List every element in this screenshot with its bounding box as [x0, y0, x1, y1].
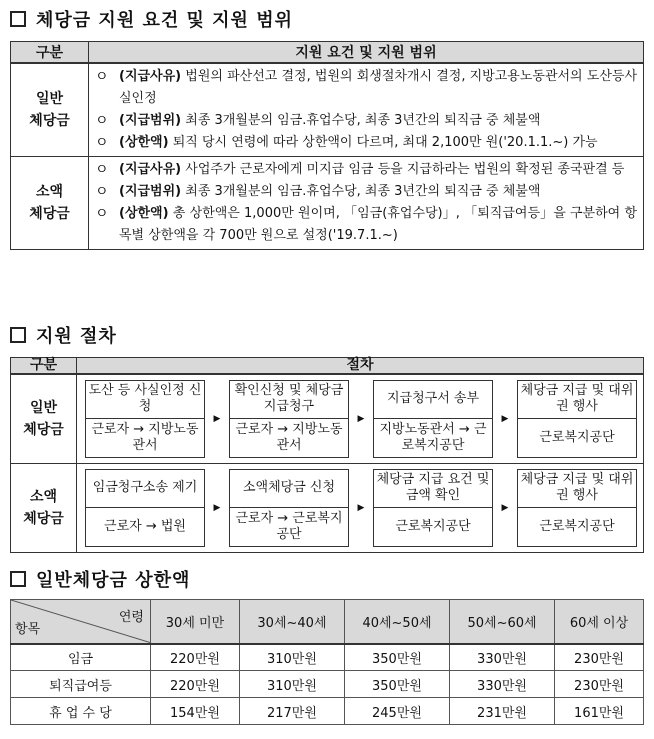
step-actor: 근로복지공단 [395, 518, 471, 534]
requirement-text [119, 203, 637, 247]
bullet-icon: ㅇ [95, 113, 109, 129]
requirement-item [95, 181, 637, 203]
requirement-item [95, 132, 637, 154]
table-row [11, 644, 644, 671]
amount-cell: 350만원 [344, 671, 449, 698]
requirements-row [11, 157, 644, 250]
procedure-step [517, 380, 637, 458]
amount-cell: 330만원 [450, 671, 555, 698]
step-action: 임금청구소송 제기 [86, 470, 204, 508]
step-actor: 근로자 → 지방노동관서 [235, 421, 343, 453]
category-cell [11, 157, 89, 250]
step-action: 체당금 지급 및 대위권 행사 [518, 381, 636, 419]
step-actor: 지방노동관서 → 근로복지공단 [379, 421, 487, 453]
category-label-line1: 소액 [35, 184, 64, 200]
table-row [11, 698, 644, 725]
step-action: 확인신청 및 체당금 지급청구 [230, 381, 348, 419]
amount-cell: 330만원 [450, 644, 555, 671]
requirement-label: (상한액) [119, 135, 169, 150]
category-cell [11, 374, 77, 464]
requirement-body: 총 상한액은 1,000만 원이며, 「임금(휴업수당)」, 「퇴직급여등」을 구분하여 항목별 상한액을 각 700만 원으로 설정('19.7.1.~) [119, 206, 638, 243]
category-label-line1: 일반 [35, 91, 64, 107]
requirement-item [95, 203, 637, 247]
bullet-icon: ㅇ [95, 69, 109, 85]
requirement-label: (상한액) [119, 206, 169, 221]
requirement-text [119, 159, 637, 181]
amount-cell: 350만원 [344, 644, 449, 671]
step-actor: 근로복지공단 [539, 429, 615, 445]
amount-cell: 154만원 [151, 698, 240, 725]
amount-cell: 220만원 [151, 644, 240, 671]
amount-cell: 231만원 [450, 698, 555, 725]
requirements-cell [89, 63, 644, 157]
arrow-right-icon: ▶ [357, 413, 365, 424]
amount-cell: 230만원 [555, 671, 644, 698]
limit-table [10, 599, 644, 725]
procedure-step [229, 469, 349, 547]
amount-cell: 220만원 [151, 671, 240, 698]
requirement-text [119, 66, 637, 110]
age-column-header: 30세 미만 [151, 600, 240, 644]
step-actor: 근로자 → 지방노동관서 [91, 421, 199, 453]
requirement-body: 사업주가 근로자에게 미지급 임금 등을 지급하라는 법원의 확정된 종국판결 등 [185, 162, 625, 177]
category-label-line1: 소액 [29, 488, 58, 505]
age-column-header: 60세 이상 [555, 600, 644, 644]
requirement-body: 퇴직 당시 연령에 따라 상한액이 다르며, 최대 2,100만 원('20.1.1.~) 가능 [172, 135, 598, 150]
requirement-body: 법원의 파산선고 결정, 법원의 회생절차개시 결정, 지방고용노동관서의 도산등사실인정 [119, 69, 637, 106]
requirement-label: (지급사유) [119, 162, 182, 177]
section-3-title: 일반체당금 상한액 [4, 566, 190, 592]
amount-cell: 230만원 [555, 644, 644, 671]
category-cell [11, 63, 89, 157]
procedure-flow [77, 464, 643, 552]
row-label: 임금 [11, 644, 151, 671]
age-column-header: 50세~60세 [450, 600, 555, 644]
checkbox-square-icon [10, 11, 26, 27]
bullet-icon: ㅇ [95, 206, 109, 222]
procedure-flow-cell [77, 374, 644, 464]
amount-cell: 217만원 [239, 698, 344, 725]
requirement-text [119, 181, 637, 203]
category-label-line1: 일반 [29, 399, 58, 416]
requirement-label: (지급사유) [119, 69, 182, 84]
requirement-item [95, 66, 637, 110]
table-header-category: 구분 [11, 42, 89, 64]
requirements-row [11, 63, 644, 157]
bullet-icon: ㅇ [95, 162, 109, 178]
step-action: 체당금 지급 요건 및 금액 확인 [374, 470, 492, 508]
arrow-right-icon: ▶ [213, 502, 221, 513]
procedure-step [517, 469, 637, 547]
table-row [11, 671, 644, 698]
category-label-line2: 체당금 [29, 206, 70, 222]
step-actor: 근로자 → 법원 [104, 518, 186, 534]
step-action: 체당금 지급 및 대위권 행사 [518, 470, 636, 508]
bullet-icon: ㅇ [95, 184, 109, 200]
row-label: 퇴직급여등 [11, 671, 151, 698]
procedure-table [10, 357, 644, 553]
category-label-line2: 체당금 [29, 113, 70, 129]
header-age-label: 연령 [118, 610, 144, 625]
requirement-label: (지급범위) [119, 113, 182, 128]
requirement-text [119, 132, 637, 154]
procedure-step [85, 469, 205, 547]
bullet-icon: ㅇ [95, 135, 109, 151]
section-2-title: 지원 절차 [4, 322, 117, 348]
arrow-right-icon: ▶ [501, 502, 509, 513]
diagonal-header-cell [11, 600, 151, 644]
requirement-body: 최종 3개월분의 임금.휴업수당, 최종 3년간의 퇴직금 중 체불액 [185, 184, 541, 199]
arrow-right-icon: ▶ [213, 413, 221, 424]
procedure-step [229, 380, 349, 458]
table-header-procedure: 절차 [77, 358, 644, 374]
amount-cell: 310만원 [239, 671, 344, 698]
step-action: 도산 등 사실인정 신청 [86, 381, 204, 419]
procedure-row [11, 374, 644, 464]
procedure-step [373, 469, 493, 547]
row-label: 휴 업 수 당 [11, 698, 151, 725]
step-actor: 근로복지공단 [539, 518, 615, 534]
arrow-right-icon: ▶ [501, 413, 509, 424]
amount-cell: 161만원 [555, 698, 644, 725]
requirement-body: 최종 3개월분의 임금.휴업수당, 최종 3년간의 퇴직금 중 체불액 [185, 113, 541, 128]
header-item-label: 항목 [15, 621, 41, 637]
amount-cell: 310만원 [239, 644, 344, 671]
requirement-item [95, 110, 637, 132]
requirements-table [10, 41, 644, 250]
age-column-header: 40세~50세 [344, 600, 449, 644]
section-1-title: 체당금 지원 요건 및 지원 범위 [4, 6, 293, 32]
requirement-label: (지급범위) [119, 184, 182, 199]
amount-cell: 245만원 [344, 698, 449, 725]
step-action: 지급청구서 송부 [374, 381, 492, 419]
procedure-flow [77, 375, 643, 463]
category-cell [11, 463, 77, 552]
category-label-line2: 체당금 [23, 421, 64, 438]
step-actor: 근로자 → 근로복지공단 [235, 510, 343, 542]
step-action: 소액체당금 신청 [230, 470, 348, 508]
arrow-right-icon: ▶ [357, 502, 365, 513]
table-header-requirements: 지원 요건 및 지원 범위 [89, 42, 644, 64]
checkbox-square-icon [10, 327, 26, 343]
procedure-step [373, 380, 493, 458]
procedure-row [11, 463, 644, 552]
category-label-line2: 체당금 [23, 510, 64, 527]
checkbox-square-icon [10, 571, 26, 587]
requirement-text [119, 110, 637, 132]
procedure-flow-cell [77, 463, 644, 552]
age-column-header: 30세~40세 [239, 600, 344, 644]
requirements-cell [89, 157, 644, 250]
procedure-step [85, 380, 205, 458]
requirement-item [95, 159, 637, 181]
table-header-category: 구분 [11, 358, 77, 374]
